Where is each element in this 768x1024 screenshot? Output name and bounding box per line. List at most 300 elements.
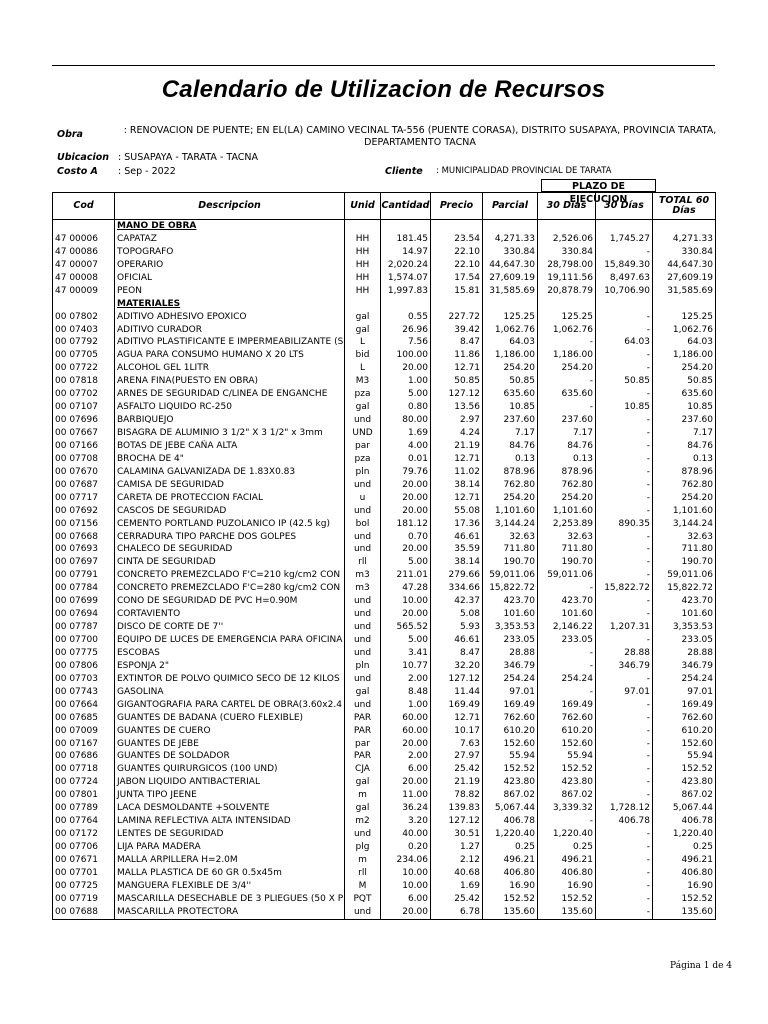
table-row: [53, 505, 716, 518]
total-cell: 31,585.69: [653, 285, 716, 298]
descripcion-cell: ALCOHOL GEL 1LITR: [115, 362, 345, 375]
dias-30-2-cell: -: [596, 349, 653, 362]
dias-30-1-cell: 152.60: [538, 738, 596, 751]
col-unid: Unid: [345, 193, 381, 220]
unid-cell: par: [345, 738, 381, 751]
cod-cell: 00 07725: [53, 880, 115, 893]
dias-30-2-cell: -: [596, 324, 653, 337]
empty-cell: [483, 298, 538, 311]
descripcion-cell: GUANTES DE CUERO: [115, 725, 345, 738]
table-row: [53, 763, 716, 776]
dias-30-1-cell: -: [538, 686, 596, 699]
section-title: MANO DE OBRA: [115, 220, 345, 233]
col-30-dias-1: 30 Días: [538, 193, 596, 220]
parcial-cell: 27,609.19: [483, 272, 538, 285]
precio-cell: 22.10: [431, 246, 483, 259]
unid-cell: gal: [345, 686, 381, 699]
precio-cell: 127.12: [431, 815, 483, 828]
parcial-cell: 44,647.30: [483, 259, 538, 272]
precio-cell: 78.82: [431, 789, 483, 802]
cod-cell: 00 07694: [53, 608, 115, 621]
descripcion-cell: LENTES DE SEGURIDAD: [115, 828, 345, 841]
unid-cell: M3: [345, 375, 381, 388]
dias-30-2-cell: -: [596, 893, 653, 906]
table-row: [53, 660, 716, 673]
dias-30-1-cell: 84.76: [538, 440, 596, 453]
cod-cell: 00 07792: [53, 336, 115, 349]
dias-30-1-cell: 423.70: [538, 595, 596, 608]
descripcion-cell: CONCRETO PREMEZCLADO F'C=280 kg/cm2 CON: [115, 582, 345, 595]
parcial-cell: 55.94: [483, 750, 538, 763]
dias-30-2-cell: -: [596, 440, 653, 453]
dias-30-2-cell: -: [596, 634, 653, 647]
descripcion-cell: TOPOGRAFO: [115, 246, 345, 259]
cod-cell: 00 07806: [53, 660, 115, 673]
descripcion-cell: MALLA PLASTICA DE 60 GR 0.5x45m: [115, 867, 345, 880]
parcial-cell: 711.80: [483, 543, 538, 556]
table-row: [53, 362, 716, 375]
obra-value: : RENOVACION DE PUENTE; EN EL(LA) CAMINO VECINAL TA-556 (PUENTE CORASA), DISTRITO SUSAPAYA, PROVINCIA TARATA, DEPARTAMENTO TACNA: [123, 125, 717, 148]
unid-cell: pza: [345, 388, 381, 401]
descripcion-cell: ADITIVO CURADOR: [115, 324, 345, 337]
dias-30-1-cell: 0.25: [538, 841, 596, 854]
parcial-cell: 3,353.53: [483, 621, 538, 634]
precio-cell: 8.47: [431, 336, 483, 349]
parcial-cell: 97.01: [483, 686, 538, 699]
total-cell: 406.78: [653, 815, 716, 828]
unid-cell: und: [345, 828, 381, 841]
total-cell: 762.60: [653, 712, 716, 725]
cod-cell: 00 07784: [53, 582, 115, 595]
total-cell: 15,822.72: [653, 582, 716, 595]
total-cell: 711.80: [653, 543, 716, 556]
total-cell: 135.60: [653, 906, 716, 919]
total-cell: 496.21: [653, 854, 716, 867]
descripcion-cell: CALAMINA GALVANIZADA DE 1.83X0.83: [115, 466, 345, 479]
dias-30-2-cell: 10,706.90: [596, 285, 653, 298]
parcial-cell: 16.90: [483, 880, 538, 893]
dias-30-1-cell: 1,062.76: [538, 324, 596, 337]
dias-30-1-cell: 19,111.56: [538, 272, 596, 285]
cod-cell: 00 07789: [53, 802, 115, 815]
descripcion-cell: GUANTES DE SOLDADOR: [115, 750, 345, 763]
unid-cell: pln: [345, 466, 381, 479]
dias-30-1-cell: 16.90: [538, 880, 596, 893]
table-row: [53, 440, 716, 453]
precio-cell: 17.36: [431, 518, 483, 531]
precio-cell: 127.12: [431, 388, 483, 401]
cod-cell: 00 07705: [53, 349, 115, 362]
parcial-cell: 64.03: [483, 336, 538, 349]
total-cell: 101.60: [653, 608, 716, 621]
unid-cell: m3: [345, 569, 381, 582]
cod-cell: 00 07724: [53, 776, 115, 789]
cod-cell: 00 07718: [53, 763, 115, 776]
unid-cell: gal: [345, 324, 381, 337]
table-row: [53, 466, 716, 479]
cantidad-cell: 100.00: [381, 349, 431, 362]
unid-cell: M: [345, 880, 381, 893]
precio-cell: 11.44: [431, 686, 483, 699]
total-cell: 97.01: [653, 686, 716, 699]
unid-cell: CJA: [345, 763, 381, 776]
parcial-cell: 233.05: [483, 634, 538, 647]
total-cell: 32.63: [653, 531, 716, 544]
descripcion-cell: GIGANTOGRAFIA PARA CARTEL DE OBRA(3.60x2.4: [115, 699, 345, 712]
dias-30-2-cell: -: [596, 712, 653, 725]
dias-30-1-cell: 28,798.00: [538, 259, 596, 272]
dias-30-1-cell: 0.13: [538, 453, 596, 466]
total-cell: 237.60: [653, 414, 716, 427]
cantidad-cell: 1.69: [381, 427, 431, 440]
table-row: [53, 647, 716, 660]
cantidad-cell: 1,997.83: [381, 285, 431, 298]
cantidad-cell: 40.00: [381, 828, 431, 841]
total-cell: 0.25: [653, 841, 716, 854]
precio-cell: 13.56: [431, 401, 483, 414]
dias-30-1-cell: 254.20: [538, 492, 596, 505]
total-cell: 64.03: [653, 336, 716, 349]
dias-30-1-cell: 254.20: [538, 362, 596, 375]
unid-cell: und: [345, 543, 381, 556]
parcial-cell: 867.02: [483, 789, 538, 802]
dias-30-1-cell: -: [538, 660, 596, 673]
parcial-cell: 254.24: [483, 673, 538, 686]
table-row: [53, 311, 716, 324]
dias-30-1-cell: 762.80: [538, 479, 596, 492]
dias-30-1-cell: 423.80: [538, 776, 596, 789]
precio-cell: 169.49: [431, 699, 483, 712]
precio-cell: 11.02: [431, 466, 483, 479]
cod-cell: 00 07700: [53, 634, 115, 647]
total-cell: 50.85: [653, 375, 716, 388]
total-cell: 125.25: [653, 311, 716, 324]
parcial-cell: 406.80: [483, 867, 538, 880]
cod-cell: 47 00006: [53, 233, 115, 246]
cantidad-cell: 1,574.07: [381, 272, 431, 285]
descripcion-cell: ADITIVO PLASTIFICANTE E IMPERMEABILIZANTE (S: [115, 336, 345, 349]
descripcion-cell: ADITIVO ADHESIVO EPOXICO: [115, 311, 345, 324]
dias-30-1-cell: -: [538, 815, 596, 828]
dias-30-1-cell: 7.17: [538, 427, 596, 440]
table-row: [53, 893, 716, 906]
unid-cell: und: [345, 906, 381, 919]
precio-cell: 5.08: [431, 608, 483, 621]
dias-30-2-cell: 890.35: [596, 518, 653, 531]
table-row: [53, 492, 716, 505]
parcial-cell: 169.49: [483, 699, 538, 712]
descripcion-cell: LACA DESMOLDANTE +SOLVENTE: [115, 802, 345, 815]
dias-30-2-cell: 97.01: [596, 686, 653, 699]
parcial-cell: 346.79: [483, 660, 538, 673]
dias-30-1-cell: 762.60: [538, 712, 596, 725]
unid-cell: und: [345, 621, 381, 634]
dias-30-1-cell: 496.21: [538, 854, 596, 867]
descripcion-cell: ESCOBAS: [115, 647, 345, 660]
table-row: [53, 802, 716, 815]
dias-30-2-cell: -: [596, 738, 653, 751]
dias-30-2-cell: 28.88: [596, 647, 653, 660]
cod-cell: 47 00009: [53, 285, 115, 298]
col-parcial: Parcial: [483, 193, 538, 220]
total-cell: 635.60: [653, 388, 716, 401]
unid-cell: bol: [345, 518, 381, 531]
unid-cell: rll: [345, 556, 381, 569]
unid-cell: und: [345, 634, 381, 647]
table-row: [53, 789, 716, 802]
parcial-cell: 330.84: [483, 246, 538, 259]
descripcion-cell: ASFALTO LIQUIDO RC-250: [115, 401, 345, 414]
cod-cell: 00 07688: [53, 906, 115, 919]
dias-30-2-cell: -: [596, 311, 653, 324]
cod-cell: 00 07775: [53, 647, 115, 660]
cantidad-cell: 5.00: [381, 634, 431, 647]
table-row: [53, 621, 716, 634]
precio-cell: 22.10: [431, 259, 483, 272]
unid-cell: pza: [345, 453, 381, 466]
empty-cell: [596, 298, 653, 311]
dias-30-1-cell: 152.52: [538, 763, 596, 776]
cantidad-cell: 10.00: [381, 595, 431, 608]
dias-30-2-cell: -: [596, 595, 653, 608]
parcial-cell: 1,220.40: [483, 828, 538, 841]
table-row: [53, 324, 716, 337]
empty-cell: [653, 298, 716, 311]
precio-cell: 2.12: [431, 854, 483, 867]
total-cell: 169.49: [653, 699, 716, 712]
dias-30-2-cell: -: [596, 699, 653, 712]
cantidad-cell: 8.48: [381, 686, 431, 699]
parcial-cell: 28.88: [483, 647, 538, 660]
unid-cell: pln: [345, 660, 381, 673]
cod-cell: 00 07156: [53, 518, 115, 531]
descripcion-cell: MASCARILLA PROTECTORA: [115, 906, 345, 919]
table-row: [53, 815, 716, 828]
cantidad-cell: 211.01: [381, 569, 431, 582]
table-row: [53, 673, 716, 686]
unid-cell: L: [345, 362, 381, 375]
dias-30-1-cell: 867.02: [538, 789, 596, 802]
parcial-cell: 3,144.24: [483, 518, 538, 531]
unid-cell: m: [345, 854, 381, 867]
cod-cell: 00 07818: [53, 375, 115, 388]
total-cell: 0.13: [653, 453, 716, 466]
total-cell: 1,062.76: [653, 324, 716, 337]
dias-30-1-cell: 59,011.06: [538, 569, 596, 582]
parcial-cell: 190.70: [483, 556, 538, 569]
cantidad-cell: 20.00: [381, 608, 431, 621]
parcial-cell: 0.13: [483, 453, 538, 466]
parcial-cell: 762.60: [483, 712, 538, 725]
total-cell: 4,271.33: [653, 233, 716, 246]
dias-30-2-cell: -: [596, 388, 653, 401]
precio-cell: 139.83: [431, 802, 483, 815]
descripcion-cell: MALLA ARPILLERA H=2.0M: [115, 854, 345, 867]
ubicacion-value: : SUSAPAYA - TARATA - TACNA: [118, 152, 259, 163]
cod-cell: 00 07699: [53, 595, 115, 608]
dias-30-1-cell: 254.24: [538, 673, 596, 686]
dias-30-1-cell: 1,186.00: [538, 349, 596, 362]
total-cell: 55.94: [653, 750, 716, 763]
col-total-60-dias: TOTAL 60 Días: [653, 193, 716, 220]
cantidad-cell: 20.00: [381, 479, 431, 492]
precio-cell: 1.69: [431, 880, 483, 893]
cod-cell: 00 07708: [53, 453, 115, 466]
descripcion-cell: BARBIQUEJO: [115, 414, 345, 427]
dias-30-1-cell: 237.60: [538, 414, 596, 427]
cantidad-cell: 20.00: [381, 543, 431, 556]
descripcion-cell: PEON: [115, 285, 345, 298]
parcial-cell: 1,101.60: [483, 505, 538, 518]
unid-cell: gal: [345, 776, 381, 789]
total-cell: 867.02: [653, 789, 716, 802]
cantidad-cell: 2.00: [381, 673, 431, 686]
total-cell: 190.70: [653, 556, 716, 569]
precio-cell: 35.59: [431, 543, 483, 556]
cod-cell: 00 07801: [53, 789, 115, 802]
cod-cell: 00 07670: [53, 466, 115, 479]
cantidad-cell: 60.00: [381, 725, 431, 738]
unid-cell: und: [345, 505, 381, 518]
precio-cell: 12.71: [431, 712, 483, 725]
table-row: [53, 634, 716, 647]
cliente-label: Cliente: [385, 166, 423, 177]
precio-cell: 46.61: [431, 531, 483, 544]
cantidad-cell: 11.00: [381, 789, 431, 802]
unid-cell: gal: [345, 311, 381, 324]
descripcion-cell: LAMINA REFLECTIVA ALTA INTENSIDAD: [115, 815, 345, 828]
parcial-cell: 635.60: [483, 388, 538, 401]
precio-cell: 38.14: [431, 556, 483, 569]
dias-30-2-cell: -: [596, 505, 653, 518]
unid-cell: PAR: [345, 725, 381, 738]
table-row: [53, 582, 716, 595]
cantidad-cell: 47.28: [381, 582, 431, 595]
table-header-row: [53, 193, 716, 220]
precio-cell: 15.81: [431, 285, 483, 298]
cod-cell: 00 07166: [53, 440, 115, 453]
empty-cell: [596, 220, 653, 233]
cantidad-cell: 181.12: [381, 518, 431, 531]
parcial-cell: 423.80: [483, 776, 538, 789]
parcial-cell: 423.70: [483, 595, 538, 608]
cantidad-cell: 5.00: [381, 388, 431, 401]
descripcion-cell: BOTAS DE JEBE CAÑA ALTA: [115, 440, 345, 453]
dias-30-2-cell: -: [596, 466, 653, 479]
cod-cell: 00 07696: [53, 414, 115, 427]
dias-30-1-cell: 2,526.06: [538, 233, 596, 246]
cod-cell: 00 07706: [53, 841, 115, 854]
cantidad-cell: 2.00: [381, 750, 431, 763]
cod-cell: 00 07107: [53, 401, 115, 414]
cantidad-cell: 36.24: [381, 802, 431, 815]
dias-30-2-cell: -: [596, 789, 653, 802]
table-row: [53, 401, 716, 414]
precio-cell: 42.37: [431, 595, 483, 608]
dias-30-2-cell: -: [596, 673, 653, 686]
ubicacion-label: Ubicacion: [57, 152, 109, 163]
table-row: [53, 272, 716, 285]
col-cod: Cod: [53, 193, 115, 220]
empty-cell: [653, 220, 716, 233]
unid-cell: und: [345, 479, 381, 492]
section-title: MATERIALES: [115, 298, 345, 311]
precio-cell: 38.14: [431, 479, 483, 492]
dias-30-2-cell: -: [596, 556, 653, 569]
unid-cell: rll: [345, 867, 381, 880]
parcial-cell: 406.78: [483, 815, 538, 828]
parcial-cell: 0.25: [483, 841, 538, 854]
cantidad-cell: 5.00: [381, 556, 431, 569]
parcial-cell: 84.76: [483, 440, 538, 453]
unid-cell: UND: [345, 427, 381, 440]
cod-cell: 00 07686: [53, 750, 115, 763]
dias-30-2-cell: 10.85: [596, 401, 653, 414]
precio-cell: 46.61: [431, 634, 483, 647]
cantidad-cell: 7.56: [381, 336, 431, 349]
cod-cell: 00 07717: [53, 492, 115, 505]
dias-30-2-cell: 1,207.31: [596, 621, 653, 634]
precio-cell: 6.78: [431, 906, 483, 919]
total-cell: 233.05: [653, 634, 716, 647]
precio-cell: 39.42: [431, 324, 483, 337]
cantidad-cell: 3.41: [381, 647, 431, 660]
total-cell: 423.70: [653, 595, 716, 608]
col-precio: Precio: [431, 193, 483, 220]
precio-cell: 1.27: [431, 841, 483, 854]
table-row: [53, 479, 716, 492]
page-number: Página 1 de 4: [670, 961, 732, 971]
total-cell: 878.96: [653, 466, 716, 479]
total-cell: 1,220.40: [653, 828, 716, 841]
table-row: [53, 750, 716, 763]
unid-cell: HH: [345, 233, 381, 246]
descripcion-cell: GUANTES DE BADANA (CUERO FLEXIBLE): [115, 712, 345, 725]
parcial-cell: 32.63: [483, 531, 538, 544]
descripcion-cell: CAPATAZ: [115, 233, 345, 246]
cantidad-cell: 6.00: [381, 893, 431, 906]
dias-30-2-cell: 15,822.72: [596, 582, 653, 595]
cantidad-cell: 6.00: [381, 763, 431, 776]
unid-cell: m2: [345, 815, 381, 828]
costo-value: : Sep - 2022: [118, 166, 176, 177]
precio-cell: 4.24: [431, 427, 483, 440]
dias-30-1-cell: 610.20: [538, 725, 596, 738]
cantidad-cell: 0.55: [381, 311, 431, 324]
cantidad-cell: 20.00: [381, 776, 431, 789]
precio-cell: 23.54: [431, 233, 483, 246]
costo-label: Costo A: [57, 166, 98, 177]
empty-cell: [483, 220, 538, 233]
unid-cell: HH: [345, 272, 381, 285]
cod-cell: 47 00007: [53, 259, 115, 272]
cod-cell: 00 07693: [53, 543, 115, 556]
total-cell: 254.20: [653, 362, 716, 375]
precio-cell: 11.86: [431, 349, 483, 362]
table-row: [53, 427, 716, 440]
dias-30-1-cell: 330.84: [538, 246, 596, 259]
cantidad-cell: 14.97: [381, 246, 431, 259]
dias-30-2-cell: 1,728.12: [596, 802, 653, 815]
cantidad-cell: 4.00: [381, 440, 431, 453]
total-cell: 1,186.00: [653, 349, 716, 362]
cod-cell: 00 07692: [53, 505, 115, 518]
cantidad-cell: 79.76: [381, 466, 431, 479]
descripcion-cell: MANGUERA FLEXIBLE DE 3/4'': [115, 880, 345, 893]
unid-cell: m: [345, 789, 381, 802]
descripcion-cell: CERRADURA TIPO PARCHE DOS GOLPES: [115, 531, 345, 544]
dias-30-2-cell: 406.78: [596, 815, 653, 828]
